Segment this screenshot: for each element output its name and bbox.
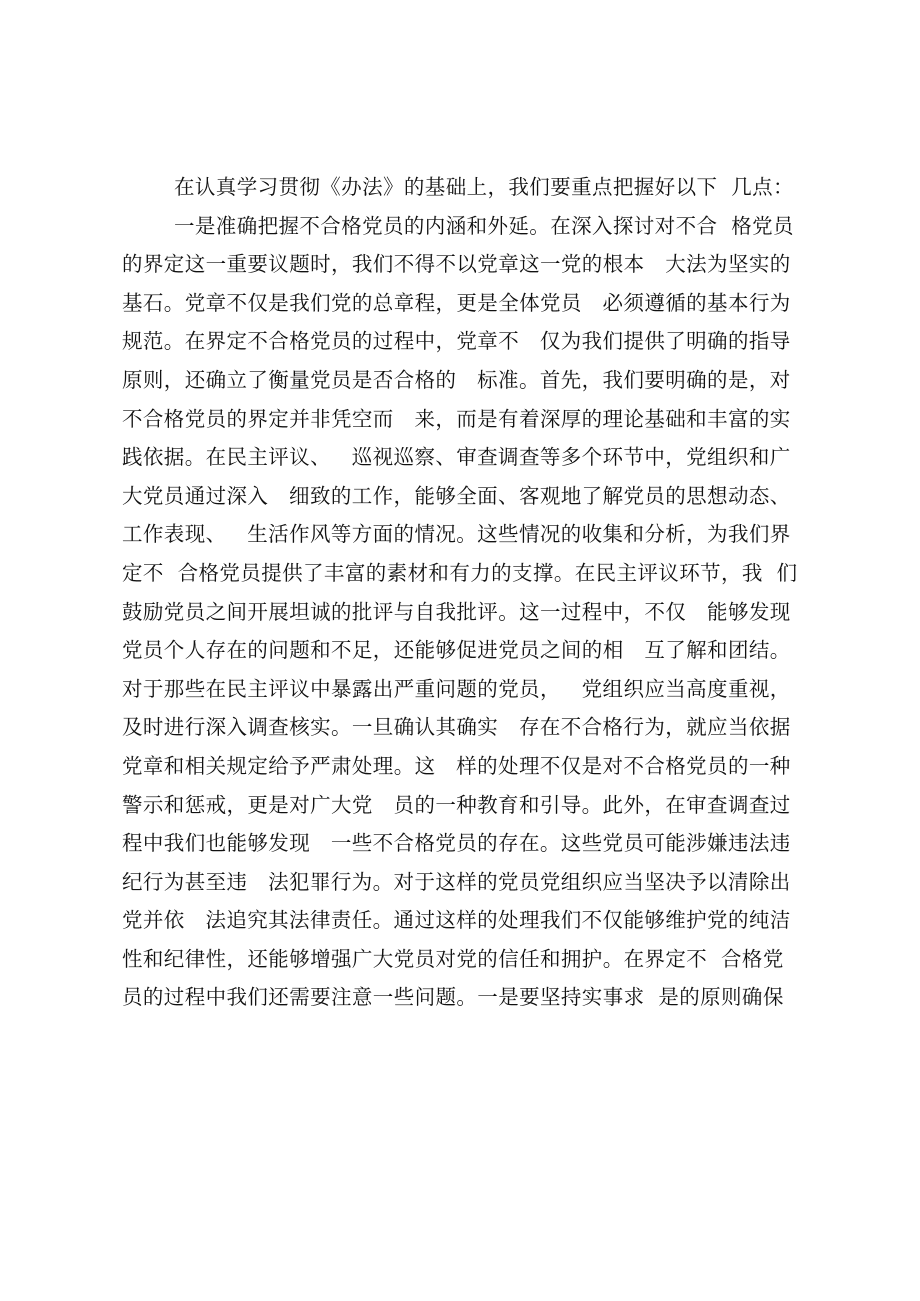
paragraph-line: 员的过程中我们还需要注意一些问题。一是要坚持实事求 是的原则确保 <box>122 985 784 1010</box>
body-text <box>122 168 812 1017</box>
paragraph-line: 一是准确把握不合格党员的内涵和外延。在深入探讨对不合 格党员 <box>174 213 794 238</box>
paragraph-line: 践依据。在民主评议、 巡视巡察、审查调查等多个环节中，党组织和广 <box>122 445 791 470</box>
paragraph-line: 党章和相关规定给予严肃处理。这 样的处理不仅是对不合格党员的一种 <box>122 753 791 778</box>
paragraph-line: 大党员通过深入 细致的工作，能够全面、客观地了解党员的思想动态、 <box>122 483 791 508</box>
paragraph-line: 鼓励党员之间开展坦诚的批评与自我批评。这一过程中，不仅 能够发现 <box>122 599 791 624</box>
paragraph-line: 规范。在界定不合格党员的过程中，党章不 仅为我们提供了明确的指导 <box>122 329 791 354</box>
paragraph-line: 警示和惩戒，更是对广大党 员的一种教育和引导。此外，在审查调查过 <box>122 792 791 817</box>
paragraph-line: 定不 合格党员提供了丰富的素材和有力的支撑。在民主评议环节，我 们 <box>122 560 798 585</box>
paragraph-line: 程中我们也能够发现 一些不合格党员的存在。这些党员可能涉嫌违法违 <box>122 831 791 856</box>
paragraph-line: 及时进行深入调查核实。一旦确认其确实 存在不合格行为，就应当依据 <box>122 715 791 740</box>
paragraph-line: 工作表现、 生活作风等方面的情况。这些情况的收集和分析，为我们界 <box>122 522 791 547</box>
paragraph-line: 性和纪律性，还能够增强广大党员对党的信任和拥护。在界定不 合格党 <box>122 946 784 971</box>
paragraph-line: 纪行为甚至违 法犯罪行为。对于这样的党员党组织应当坚决予以清除出 <box>122 869 791 894</box>
paragraph-line: 党员个人存在的问题和不足，还能够促进党员之间的相 互了解和团结。 <box>122 638 791 663</box>
paragraph-line: 党并依 法追究其法律责任。通过这样的处理我们不仅能够维护党的纯洁 <box>122 908 791 933</box>
paragraph-line: 基石。党章不仅是我们党的总章程，更是全体党员 必须遵循的基本行为 <box>122 290 791 315</box>
paragraph-line: 的界定这一重要议题时，我们不得不以党章这一党的根本 大法为坚实的 <box>122 252 791 277</box>
paragraph-line: 原则，还确立了衡量党员是否合格的 标准。首先，我们要明确的是，对 <box>122 367 791 392</box>
paragraph-line: 对于那些在民主评议中暴露出严重问题的党员， 党组织应当高度重视， <box>122 676 791 701</box>
paragraph-line: 在认真学习贯彻《办法》的基础上，我们要重点把握好以下 几点： <box>174 175 794 199</box>
paragraph-line: 不合格党员的界定并非凭空而 来，而是有着深厚的理论基础和丰富的实 <box>122 406 791 431</box>
